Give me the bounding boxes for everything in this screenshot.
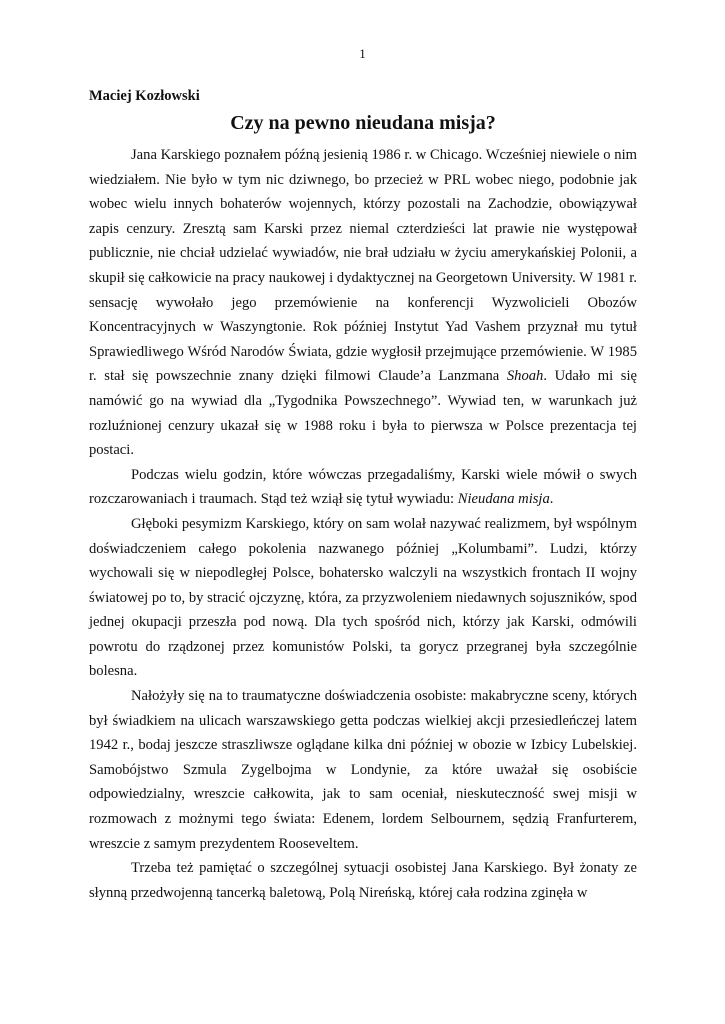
- page-number: 1: [359, 46, 366, 61]
- paragraph-text: Podczas wielu godzin, które wówczas przegadaliśmy, Karski wiele mówił o swych rozczarowaniach i traumach. Stąd też wziął się tytuł wywiadu:: [89, 466, 637, 508]
- article-title: Czy na pewno nieudana misja?: [230, 112, 496, 134]
- article-body: [89, 143, 637, 905]
- paragraph: [89, 684, 637, 856]
- author-name: Maciej Kozłowski: [89, 88, 200, 104]
- paragraph-text: Jana Karskiego poznałem późną jesienią 1986 r. w Chicago. Wcześniej niewiele o nim wiedziałem. Nie było w tym nic dziwnego, bo przecież w PRL wobec niego, podobnie jak wobec wielu innych bohaterów wojennych, którzy pozostali na Zachodzie, obowiązywał zapis cenzury. Zresztą sam Karski przez niemal czterdzieści lat prawie nie występował publicznie, nie chciał udzielać wywiadów, nie brał udziału w życiu amerykańskiej Polonii, a skupił się całkowicie na pracy naukowej i dydaktycznej na Georgetown University. W 1981 r. sensację wywołało jego przemówienie na konferencji Wyzwolicieli Obozów Koncentracyjnych w Waszyngtonie. Rok później Instytut Yad Vashem przyznał mu tytuł Sprawiedliwego Wśród Narodów Świata, gdzie wygłosił przejmujące przemówienie. W 1985 r. stał się powszechnie znany dzięki filmowi Claude’a Lanzmana: [89, 147, 637, 385]
- paragraph: [89, 856, 637, 905]
- italic-title: Shoah: [506, 368, 544, 385]
- italic-title: Nieudana misja: [457, 491, 550, 508]
- paragraph: [89, 143, 637, 463]
- paragraph-text: . Udało mi się namówić go na wywiad dla „Tygodnika Powszechnego”. Wywiad ten, w warunkach już rozluźnionej cenzury ukazał się w 1988 roku i była to pierwsza w Polsce prezentacja tej postaci.: [89, 368, 637, 459]
- paragraph: [89, 463, 637, 512]
- paragraph-text: .: [549, 491, 554, 508]
- paragraph-text: Głęboki pesymizm Karskiego, który on sam wolał nazywać realizmem, był wspólnym doświadczeniem całego pokolenia nazwanego później „Kolumbami”. Ludzi, którzy wychowali się w niepodległej Polsce, bohatersko walczyli na wszystkich frontach II wojny światowej po to, by stracić ojczyznę, która, za przyzwoleniem niedawnych sojuszników, spod jednej okupacji przeszła pod nową. Dla tych spośród nich, którzy jak Karski, odmówili powrotu do rządzonej przez komunistów Polski, ta gorycz przegranej była szczególnie bolesna.: [89, 515, 637, 680]
- paragraph: [89, 512, 637, 684]
- paragraph-text: Nałożyły się na to traumatyczne doświadczenia osobiste: makabryczne sceny, których był świadkiem na ulicach warszawskiego getta podczas wielkiej akcji przesiedleńczej latem 1942 r., bodaj jeszcze straszliwsze oglądane kilka dni później w obozie w Izbicy Lubelskiej. Samobójstwo Szmula Zygelbojma w Londynie, za które uważał się osobiście odpowiedzialny, wreszcie całkowita, jak to sam oceniał, nieskuteczność swej misji w rozmowach z możnymi tego świata: Edenem, lordem Selbournem, sędzią Franfurterem, wreszcie z samym prezydentem Rooseveltem.: [89, 688, 637, 852]
- paragraph-text: Trzeba też pamiętać o szczególnej sytuacji osobistej Jana Karskiego. Był żonaty ze słynną przedwojenną tancerką baletową, Polą Nireńską, której cała rodzina zginęła w: [89, 860, 637, 901]
